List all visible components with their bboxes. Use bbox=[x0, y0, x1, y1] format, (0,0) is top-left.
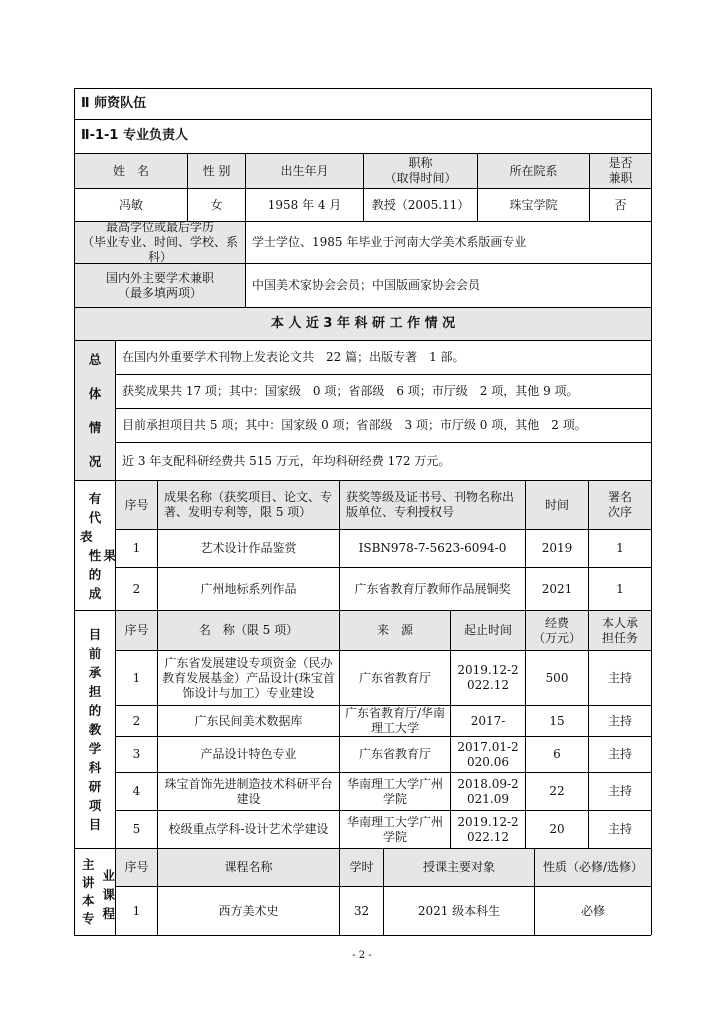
proj-row-source: 广东省教育厅 bbox=[358, 747, 431, 761]
leader-parttime: 否 bbox=[614, 197, 627, 212]
course-header-name: 课程名称 bbox=[158, 849, 339, 886]
education-label: 最高学位或最后学历 （毕业专业、时间、学校、系科） bbox=[75, 222, 245, 263]
proj-row-period: 2019.12-2022.12 bbox=[457, 814, 519, 844]
leader-header-parttime: 是否 兼职 bbox=[590, 154, 651, 188]
proj-row-period: 2017.01-2020.06 bbox=[457, 739, 519, 769]
project-label-char: 目 bbox=[88, 817, 102, 832]
project-label-char: 前 bbox=[88, 646, 102, 661]
overall-char: 体 bbox=[88, 385, 102, 401]
overall-label-cell bbox=[75, 341, 115, 480]
project-label-char: 担 bbox=[88, 684, 102, 699]
proj-row-source: 华南理工大学广州学院 bbox=[346, 776, 443, 806]
project-label-char: 研 bbox=[88, 779, 102, 794]
project-label-char: 的 bbox=[88, 703, 102, 718]
posts-label: 国内外主要学术兼职 （最多填两项） bbox=[75, 264, 245, 307]
course-row-type: 必修 bbox=[580, 903, 605, 918]
proj-header-no: 序号 bbox=[116, 611, 157, 650]
ach-row-name: 广州地标系列作品 bbox=[200, 581, 297, 596]
leader-dept: 珠宝学院 bbox=[509, 197, 558, 212]
course-label-char: 本 bbox=[82, 893, 95, 908]
course-label-char: 课 bbox=[102, 887, 115, 902]
proj-row-no: 5 bbox=[132, 822, 141, 836]
overall-label bbox=[89, 343, 102, 479]
proj-header-source: 来 源 bbox=[340, 611, 450, 650]
course-label-char: 业 bbox=[102, 868, 115, 883]
leader-name: 冯敏 bbox=[118, 197, 143, 212]
ach-header-order: 署名 次序 bbox=[589, 481, 651, 529]
ach-header-level: 获奖等级及证书号、刊物名称出版单位、专利授权号 bbox=[340, 481, 525, 529]
proj-row-role: 主持 bbox=[607, 784, 632, 798]
project-label-char: 学 bbox=[88, 741, 102, 756]
proj-row-source: 华南理工大学广州学院 bbox=[346, 814, 443, 844]
ach-row-level: ISBN978-7-5623-6094-0 bbox=[358, 541, 507, 555]
project-label-char: 科 bbox=[88, 760, 102, 775]
ach-row-time: 2019 bbox=[541, 541, 573, 555]
proj-row-funding: 15 bbox=[549, 713, 565, 728]
proj-header-role: 本人承 担任务 bbox=[589, 611, 651, 650]
course-header-audience: 授课主要对象 bbox=[384, 849, 534, 886]
proj-row-name: 广东省发展建设专项资金（民办教育发展基金）产品设计(珠宝首饰设计与加工）专业建设 bbox=[162, 655, 335, 700]
proj-row-name: 校级重点学科-设计艺术学建设 bbox=[168, 822, 329, 836]
course-header-type: 性质（必修/选修） bbox=[535, 849, 651, 886]
course-header-no: 序号 bbox=[116, 849, 157, 886]
course-label-char: 程 bbox=[102, 906, 115, 921]
project-label-char: 教 bbox=[88, 722, 102, 737]
course-row-hours: 32 bbox=[353, 903, 370, 918]
achievement-label-char: 的 bbox=[88, 566, 102, 582]
overall-char: 情 bbox=[88, 419, 102, 435]
ach-header-time: 时间 bbox=[526, 481, 588, 529]
proj-row-role: 主持 bbox=[607, 670, 632, 685]
achievement-label-char: 有 bbox=[88, 490, 102, 506]
leader-header-title: 职称 （取得时间） bbox=[364, 154, 477, 188]
education-value: 学士学位、1985 年毕业于河南大学美术系版画专业 bbox=[252, 235, 527, 249]
project-label-char: 项 bbox=[88, 798, 102, 813]
course-row-audience: 2021 级本科生 bbox=[417, 903, 501, 918]
proj-header-period: 起止时间 bbox=[451, 611, 525, 650]
proj-row-name: 广东民间美术数据库 bbox=[194, 713, 303, 728]
leader-title: 教授（2005.11） bbox=[371, 197, 470, 212]
ach-header-name: 成果名称（获奖项目、论文、专著、发明专利等，限 5 项） bbox=[158, 481, 339, 529]
leader-birth: 1958 年 4 月 bbox=[267, 197, 342, 212]
proj-header-funding: 经费 （万元） bbox=[526, 611, 588, 650]
proj-header-name: 名 称（限 5 项） bbox=[158, 611, 339, 650]
achievements-label bbox=[75, 481, 115, 610]
projects-label bbox=[75, 611, 115, 848]
proj-row-period: 2017- bbox=[470, 713, 506, 728]
course-header-hours: 学时 bbox=[340, 849, 383, 886]
achievement-label-char: 性 bbox=[88, 547, 102, 563]
ach-row-order: 1 bbox=[616, 541, 624, 555]
leader-header-dept: 所在院系 bbox=[478, 154, 589, 188]
course-label-char: 讲 bbox=[82, 875, 95, 890]
research-line-awards: 获奖成果共 17 项；其中：国家级 0 项；省部级 6 项；市厅级 2 项，其他 9 项。 bbox=[122, 384, 579, 398]
course-row-name: 西方美术史 bbox=[218, 903, 279, 918]
research-line-projects: 目前承担项目共 5 项；其中：国家级 0 项；省部级 3 项；市厅级 0 项，其他 2 项。 bbox=[122, 418, 587, 432]
ach-row-name: 艺术设计作品鉴赏 bbox=[200, 541, 297, 555]
leader-header-name: 姓 名 bbox=[75, 154, 187, 188]
section-subtitle: Ⅱ-1-1 专业负责人 bbox=[81, 128, 188, 144]
page-number: - 2 - bbox=[352, 950, 372, 961]
overall-char: 总 bbox=[88, 351, 102, 367]
proj-row-funding: 6 bbox=[553, 747, 561, 761]
proj-row-no: 4 bbox=[132, 784, 141, 798]
course-label-char: 主 bbox=[82, 857, 95, 872]
proj-row-funding: 22 bbox=[549, 784, 565, 798]
leader-header-birth: 出生年月 bbox=[246, 154, 363, 188]
project-label-char: 目 bbox=[88, 627, 102, 642]
overall-char: 况 bbox=[88, 453, 102, 469]
achievement-label-char: 代 bbox=[88, 509, 102, 525]
proj-row-source: 广东省教育厅 bbox=[358, 670, 431, 685]
ach-row-time: 2021 bbox=[541, 581, 573, 596]
proj-row-no: 3 bbox=[132, 747, 141, 761]
leader-gender: 女 bbox=[210, 197, 223, 212]
courses-label bbox=[75, 849, 115, 935]
ach-row-order: 1 bbox=[616, 581, 624, 596]
proj-row-funding: 20 bbox=[549, 822, 565, 836]
section-title: Ⅱ 师资队伍 bbox=[81, 95, 147, 111]
project-label-char: 承 bbox=[88, 665, 102, 680]
proj-row-period: 2019.12-2022.12 bbox=[457, 663, 519, 692]
ach-row-no: 2 bbox=[132, 581, 141, 596]
leader-header-gender: 性 别 bbox=[188, 154, 245, 188]
course-label-char: 专 bbox=[82, 911, 95, 926]
ach-header-no: 序号 bbox=[116, 481, 157, 529]
proj-row-period: 2018.09-2021.09 bbox=[457, 776, 519, 806]
proj-row-source: 广东省教育厅/华南理工大学 bbox=[344, 706, 446, 735]
proj-row-role: 主持 bbox=[607, 713, 632, 728]
research-heading: 本 人 近 3 年 科 研 工 作 情 况 bbox=[75, 308, 651, 340]
proj-row-no: 1 bbox=[132, 670, 141, 685]
research-line-funding: 近 3 年支配科研经费共 515 万元，年均科研经费 172 万元。 bbox=[122, 454, 451, 468]
proj-row-no: 2 bbox=[132, 713, 141, 728]
research-line-papers: 在国内外重要学术刊物上发表论文共 22 篇；出版专著 1 部。 bbox=[122, 350, 465, 364]
proj-row-funding: 500 bbox=[545, 670, 569, 685]
proj-row-name: 珠宝首饰先进制造技术科研平台建设 bbox=[164, 776, 333, 806]
posts-value: 中国美术家协会会员；中国版画家协会会员 bbox=[252, 278, 481, 292]
course-row-no: 1 bbox=[132, 903, 141, 918]
ach-row-level: 广东省教育厅教师作品展铜奖 bbox=[354, 581, 511, 596]
achievement-label-char: 成 bbox=[88, 585, 102, 601]
proj-row-role: 主持 bbox=[607, 747, 632, 761]
achievement-label-extra: 果 bbox=[103, 547, 116, 563]
proj-row-role: 主持 bbox=[607, 822, 632, 836]
achievement-label-char: 表 bbox=[80, 528, 93, 544]
ach-row-no: 1 bbox=[132, 541, 141, 555]
proj-row-name: 产品设计特色专业 bbox=[200, 747, 297, 761]
